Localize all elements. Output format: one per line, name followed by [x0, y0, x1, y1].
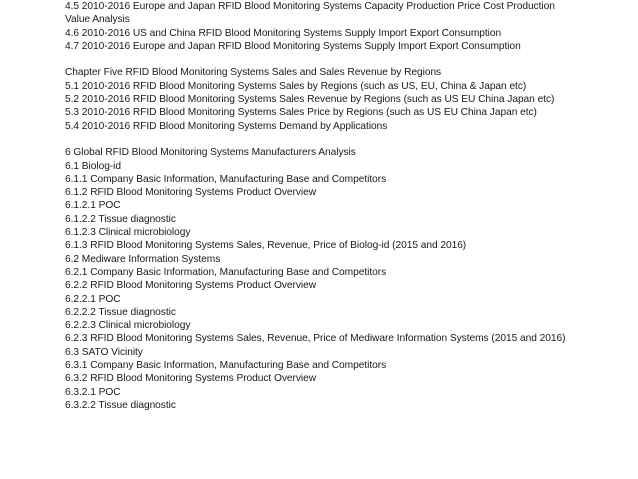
toc-line: 6.3.1 Company Basic Information, Manufacturing Base and Competitors	[65, 360, 387, 372]
toc-line: 6.1 Biolog-id	[65, 160, 121, 172]
toc-line: 6.2.2.3 Clinical microbiology	[65, 320, 191, 332]
toc-line-5-1: 5.1 2010-2016 RFID Blood Monitoring Systems Sales by Regions (such as US, EU, China & Japan etc)	[65, 80, 527, 92]
toc-line: 6.2 Mediware Information Systems	[65, 253, 221, 265]
toc-line: 6.1.2.3 Clinical microbiology	[65, 227, 191, 239]
chapter-6-title: 6 Global RFID Blood Monitoring Systems Manufacturers Analysis	[65, 147, 356, 159]
toc-line: 6.2.2.2 Tissue diagnostic	[65, 306, 176, 318]
toc-line-4-7: 4.7 2010-2016 Europe and Japan RFID Blood Monitoring Systems Supply Import Export Consumption	[65, 40, 521, 52]
toc-line: 6.2.1 Company Basic Information, Manufacturing Base and Competitors	[65, 266, 387, 278]
toc-line: 6.1.2.2 Tissue diagnostic	[65, 213, 176, 225]
toc-line: 6.2.3 RFID Blood Monitoring Systems Sales, Revenue, Price of Mediware Information Systems (2015 and 2016)	[65, 333, 566, 345]
toc-line-4-5-continued: Value Analysis	[65, 14, 130, 26]
document-page	[65, 0, 625, 412]
toc-line-5-3: 5.3 2010-2016 RFID Blood Monitoring Systems Sales Price by Regions (such as US EU China Japan etc)	[65, 107, 537, 119]
toc-line: 6.3.2.1 POC	[65, 386, 121, 398]
toc-line-4-5: 4.5 2010-2016 Europe and Japan RFID Blood Monitoring Systems Capacity Production Price Cost Production	[65, 1, 555, 12]
section-spacer	[65, 53, 625, 66]
chapter-5-title: Chapter Five RFID Blood Monitoring Systems Sales and Sales Revenue by Regions	[65, 67, 442, 79]
toc-line-5-4: 5.4 2010-2016 RFID Blood Monitoring Systems Demand by Applications	[65, 120, 388, 132]
toc-line-5-2: 5.2 2010-2016 RFID Blood Monitoring Systems Sales Revenue by Regions (such as US EU China Japan etc)	[65, 94, 555, 106]
toc-line: 6.1.2 RFID Blood Monitoring Systems Product Overview	[65, 187, 317, 199]
toc-line: 6.3 SATO Vicinity	[65, 346, 143, 358]
chapter-6	[65, 146, 625, 412]
toc-line: 6.3.2 RFID Blood Monitoring Systems Product Overview	[65, 373, 317, 385]
toc-line: 6.2.2 RFID Blood Monitoring Systems Product Overview	[65, 280, 317, 292]
chapter-5	[65, 66, 625, 132]
toc-line: 6.1.1 Company Basic Information, Manufacturing Base and Competitors	[65, 173, 387, 185]
section-spacer	[65, 133, 625, 146]
toc-line-4-6: 4.6 2010-2016 US and China RFID Blood Monitoring Systems Supply Import Export Consumption	[65, 27, 502, 39]
toc-line: 6.1.2.1 POC	[65, 200, 121, 212]
toc-line: 6.3.2.2 Tissue diagnostic	[65, 399, 176, 411]
toc-line: 6.1.3 RFID Blood Monitoring Systems Sales, Revenue, Price of Biolog-id (2015 and 2016)	[65, 240, 467, 252]
toc-line: 6.2.2.1 POC	[65, 293, 121, 305]
section-4-list	[65, 0, 625, 53]
